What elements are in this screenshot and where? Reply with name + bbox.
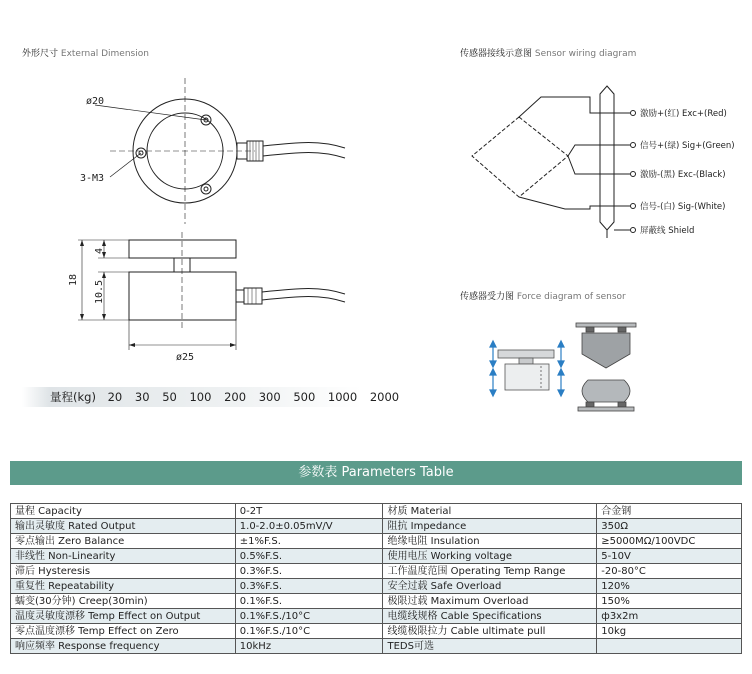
table-cell: 材质 Material: [383, 504, 597, 519]
table-cell: ≥5000MΩ/100VDC: [597, 534, 742, 549]
range-value: 1000: [327, 390, 358, 404]
table-row: [11, 564, 742, 579]
range-value: 50: [162, 390, 177, 404]
table-cell: 输出灵敏度 Rated Output: [11, 519, 236, 534]
dim-base-diameter: ø25: [176, 352, 195, 363]
table-row: [11, 594, 742, 609]
table-cell: 工作温度范围 Operating Temp Range: [383, 564, 597, 579]
table-cell: 重复性 Repeatability: [11, 579, 236, 594]
range-label: 量程(kg): [50, 390, 96, 404]
table-cell: ф3x2m: [597, 609, 742, 624]
table-cell: 温度灵敏度漂移 Temp Effect on Output: [11, 609, 236, 624]
wire-exc-plus: 激励+(红) Exc+(Red): [640, 109, 727, 119]
table-row: [11, 549, 742, 564]
title-cn: 传感器接线示意图: [460, 49, 533, 59]
table-cell: 电缆线规格 Cable Specifications: [383, 609, 597, 624]
table-row: [11, 504, 742, 519]
table-cell: 滞后 Hysteresis: [11, 564, 236, 579]
table-cell: 350Ω: [597, 519, 742, 534]
table-row: [11, 534, 742, 549]
range-value: 20: [107, 390, 123, 404]
range-value: 100: [189, 390, 212, 404]
table-row: [11, 579, 742, 594]
title-cn: 外形尺寸: [22, 49, 59, 59]
table-cell: 0.1%F.S.: [235, 594, 383, 609]
table-cell: 120%: [597, 579, 742, 594]
range-value: 200: [224, 390, 247, 404]
wire-sig-plus: 信号+(绿) Sig+(Green): [640, 141, 735, 151]
table-cell: 150%: [597, 594, 742, 609]
table-cell: 阻抗 Impedance: [383, 519, 597, 534]
table-cell: 0.3%F.S.: [235, 564, 383, 579]
table-cell: 非线性 Non-Linearity: [11, 549, 236, 564]
range-value: 500: [293, 390, 316, 404]
table-cell: [597, 639, 742, 654]
table-cell: 使用电压 Working voltage: [383, 549, 597, 564]
dim-4: 4: [94, 247, 105, 254]
wire-exc-minus: 激励-(黑) Exc-(Black): [640, 170, 726, 180]
dim-18: 18: [68, 273, 79, 286]
range-value: 30: [134, 390, 150, 404]
table-cell: 量程 Capacity: [11, 504, 236, 519]
table-cell: 0.5%F.S.: [235, 549, 383, 564]
title-en: Sensor wiring diagram: [534, 49, 637, 59]
parameters-table-banner: 参数表 Parameters Table: [10, 461, 742, 485]
table-cell: 蠕变(30分钟) Creep(30min): [11, 594, 236, 609]
title-en: Force diagram of sensor: [516, 292, 626, 302]
table-cell: 0.1%F.S./10°C: [235, 624, 383, 639]
table-cell: -20-80°C: [597, 564, 742, 579]
table-cell: 安全过载 Safe Overload: [383, 579, 597, 594]
table-cell: 0-2T: [235, 504, 383, 519]
table-cell: 0.1%F.S./10°C: [235, 609, 383, 624]
title-cn: 传感器受力图: [460, 292, 515, 302]
capacity-range-bar: [22, 387, 400, 407]
table-cell: TEDS可选: [383, 639, 597, 654]
table-cell: 10kHz: [235, 639, 383, 654]
table-cell: 合金钢: [597, 504, 742, 519]
dim-holes: 3-M3: [80, 173, 105, 184]
table-row: [11, 624, 742, 639]
table-cell: 5-10V: [597, 549, 742, 564]
wire-shield: 屏蔽线 Shield: [640, 226, 695, 236]
table-cell: 零点温度漂移 Temp Effect on Zero: [11, 624, 236, 639]
range-value: 300: [258, 390, 281, 404]
table-row: [11, 609, 742, 624]
table-row: [11, 519, 742, 534]
table-cell: 极限过载 Maximum Overload: [383, 594, 597, 609]
title-en: External Dimension: [60, 49, 149, 59]
table-cell: 10kg: [597, 624, 742, 639]
wire-sig-minus: 信号-(白) Sig-(White): [640, 202, 726, 212]
table-cell: 响应频率 Response frequency: [11, 639, 236, 654]
dim-10-5: 10.5: [94, 279, 105, 304]
table-cell: 零点输出 Zero Balance: [11, 534, 236, 549]
table-cell: 绝缘电阻 Insulation: [383, 534, 597, 549]
table-cell: 线缆极限拉力 Cable ultimate pull: [383, 624, 597, 639]
parameters-table-body: [11, 504, 742, 654]
table-cell: 0.3%F.S.: [235, 579, 383, 594]
table-cell: ±1%F.S.: [235, 534, 383, 549]
table-cell: 1.0-2.0±0.05mV/V: [235, 519, 383, 534]
dim-top-diameter: ø20: [86, 96, 105, 107]
parameters-table: [10, 503, 742, 654]
range-value: 2000: [369, 390, 400, 404]
table-row: [11, 639, 742, 654]
